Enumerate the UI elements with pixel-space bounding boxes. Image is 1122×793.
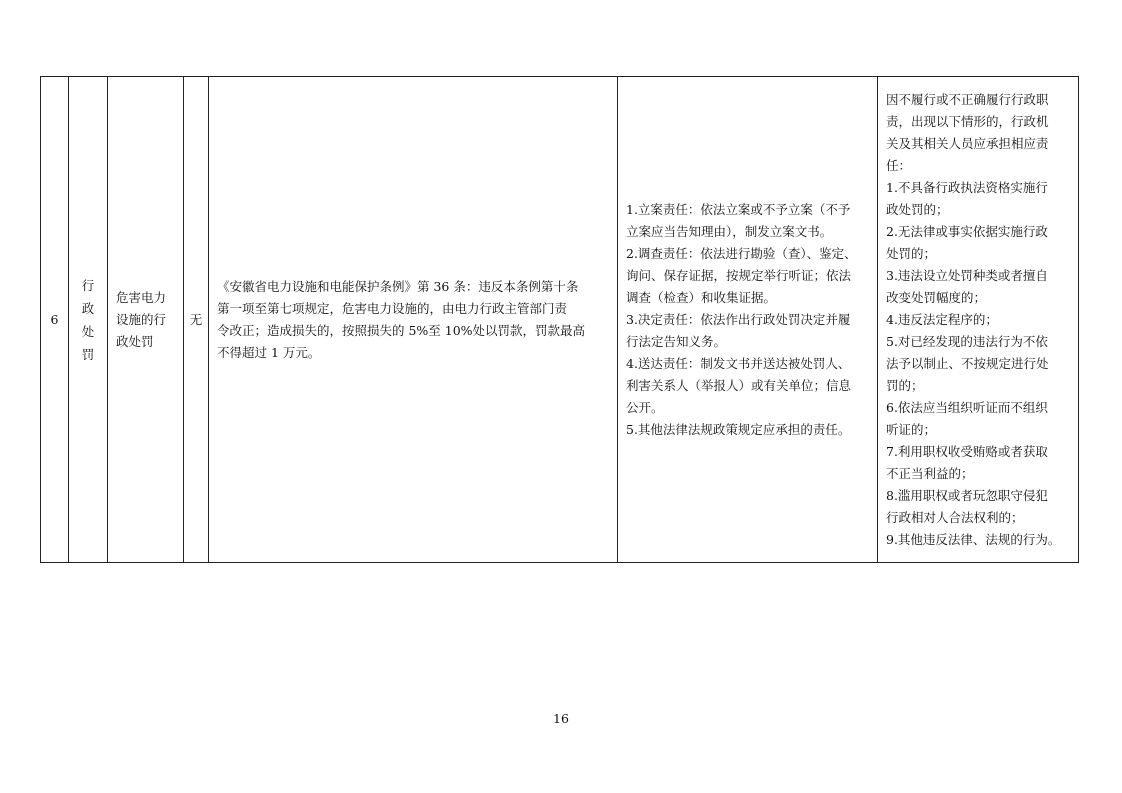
- item-name-cell: [108, 77, 184, 563]
- accountability-line: 1.不具备行政执法资格实施行: [886, 179, 1048, 195]
- accountability-line: 7.利用职权收受贿赂或者获取: [886, 443, 1048, 459]
- power-category: [82, 274, 95, 366]
- responsibility-line: 4.送达责任：制发文书并送达被处罚人、: [626, 355, 851, 371]
- legal-basis-cell: [209, 77, 618, 563]
- accountability-line: 6.依法应当组织听证而不组织: [886, 399, 1048, 415]
- accountability-line: 任：: [886, 157, 912, 173]
- responsibility-line: 5.其他法律法规政策规定应承担的责任。: [626, 421, 851, 437]
- responsibility-cell: [618, 77, 878, 563]
- accountability-line: 9.其他违反法律、法规的行为。: [886, 531, 1061, 547]
- sub-item-cell: 无: [184, 77, 209, 563]
- accountability-line: 5.对已经发现的违法行为不依: [886, 333, 1048, 349]
- responsibility-line: 2.调查责任：依法进行勘验（查）、鉴定、: [626, 245, 857, 261]
- legal-basis-line: 《安徽省电力设施和电能保护条例》第 36 条：违反本条例第十条: [217, 278, 579, 294]
- category-char: 行: [81, 277, 95, 293]
- category-char: 罚: [81, 346, 95, 362]
- accountability-line: 2.无法律或事实依据实施行政: [886, 223, 1048, 239]
- responsibility-line: 调查（检查）和收集证据。: [626, 289, 777, 305]
- responsibility-line: 询问、保存证据，按规定举行听证；依法: [626, 267, 852, 283]
- item-name-line: 政处罚: [116, 333, 154, 349]
- accountability-line: 法予以制止、不按规定进行处: [886, 355, 1049, 371]
- page-number: 16: [553, 711, 569, 726]
- category-char: 政: [81, 300, 95, 316]
- accountability-line: 不正当利益的；: [886, 465, 974, 481]
- responsibility-line: 立案应当告知理由），制发立案文书。: [626, 223, 833, 239]
- accountability-line: 听证的；: [886, 421, 937, 437]
- accountability-line: 因不履行或不正确履行行政职: [886, 91, 1049, 107]
- accountability-line: 关及其相关人员应承担相应责: [886, 135, 1049, 151]
- accountability-line: 改变处罚幅度的；: [886, 289, 987, 305]
- accountability-line: 政处罚的；: [886, 201, 949, 217]
- accountability-line: 责，出现以下情形的，行政机: [886, 113, 1049, 129]
- responsibility-line: 利害关系人（举报人）或有关单位；信息: [626, 377, 852, 393]
- responsibility-line: 3.决定责任：依法作出行政处罚决定并履: [626, 311, 851, 327]
- legal-basis-line: 不得超过 1 万元。: [217, 344, 321, 360]
- power-category-cell: [69, 77, 108, 563]
- accountability-line: 处罚的；: [886, 245, 937, 261]
- responsibility-line: 1.立案责任：依法立案或不予立案（不予: [626, 201, 851, 217]
- legal-basis-line: 令改正；造成损失的，按照损失的 5%至 10%处以罚款，罚款最高: [217, 322, 586, 338]
- accountability-cell: [878, 77, 1079, 563]
- row-number: 6: [41, 77, 69, 563]
- accountability-line: 行政相对人合法权利的；: [886, 509, 1024, 525]
- accountability-line: 罚的；: [886, 377, 924, 393]
- responsibility-line: 公开。: [626, 399, 664, 415]
- accountability-line: 8.滥用职权或者玩忽职守侵犯: [886, 487, 1048, 503]
- legal-basis-line: 第一项至第七项规定，危害电力设施的，由电力行政主管部门责: [217, 300, 568, 316]
- accountability-line: 3.违法设立处罚种类或者擅自: [886, 267, 1048, 283]
- item-name-line: 危害电力: [116, 289, 167, 305]
- accountability-line: 4.违反法定程序的；: [886, 311, 998, 327]
- table-row: [41, 77, 1079, 563]
- category-char: 处: [81, 323, 95, 339]
- power-list-table: [40, 76, 1079, 563]
- item-name-line: 设施的行: [116, 311, 167, 327]
- responsibility-line: 行法定告知义务。: [626, 333, 727, 349]
